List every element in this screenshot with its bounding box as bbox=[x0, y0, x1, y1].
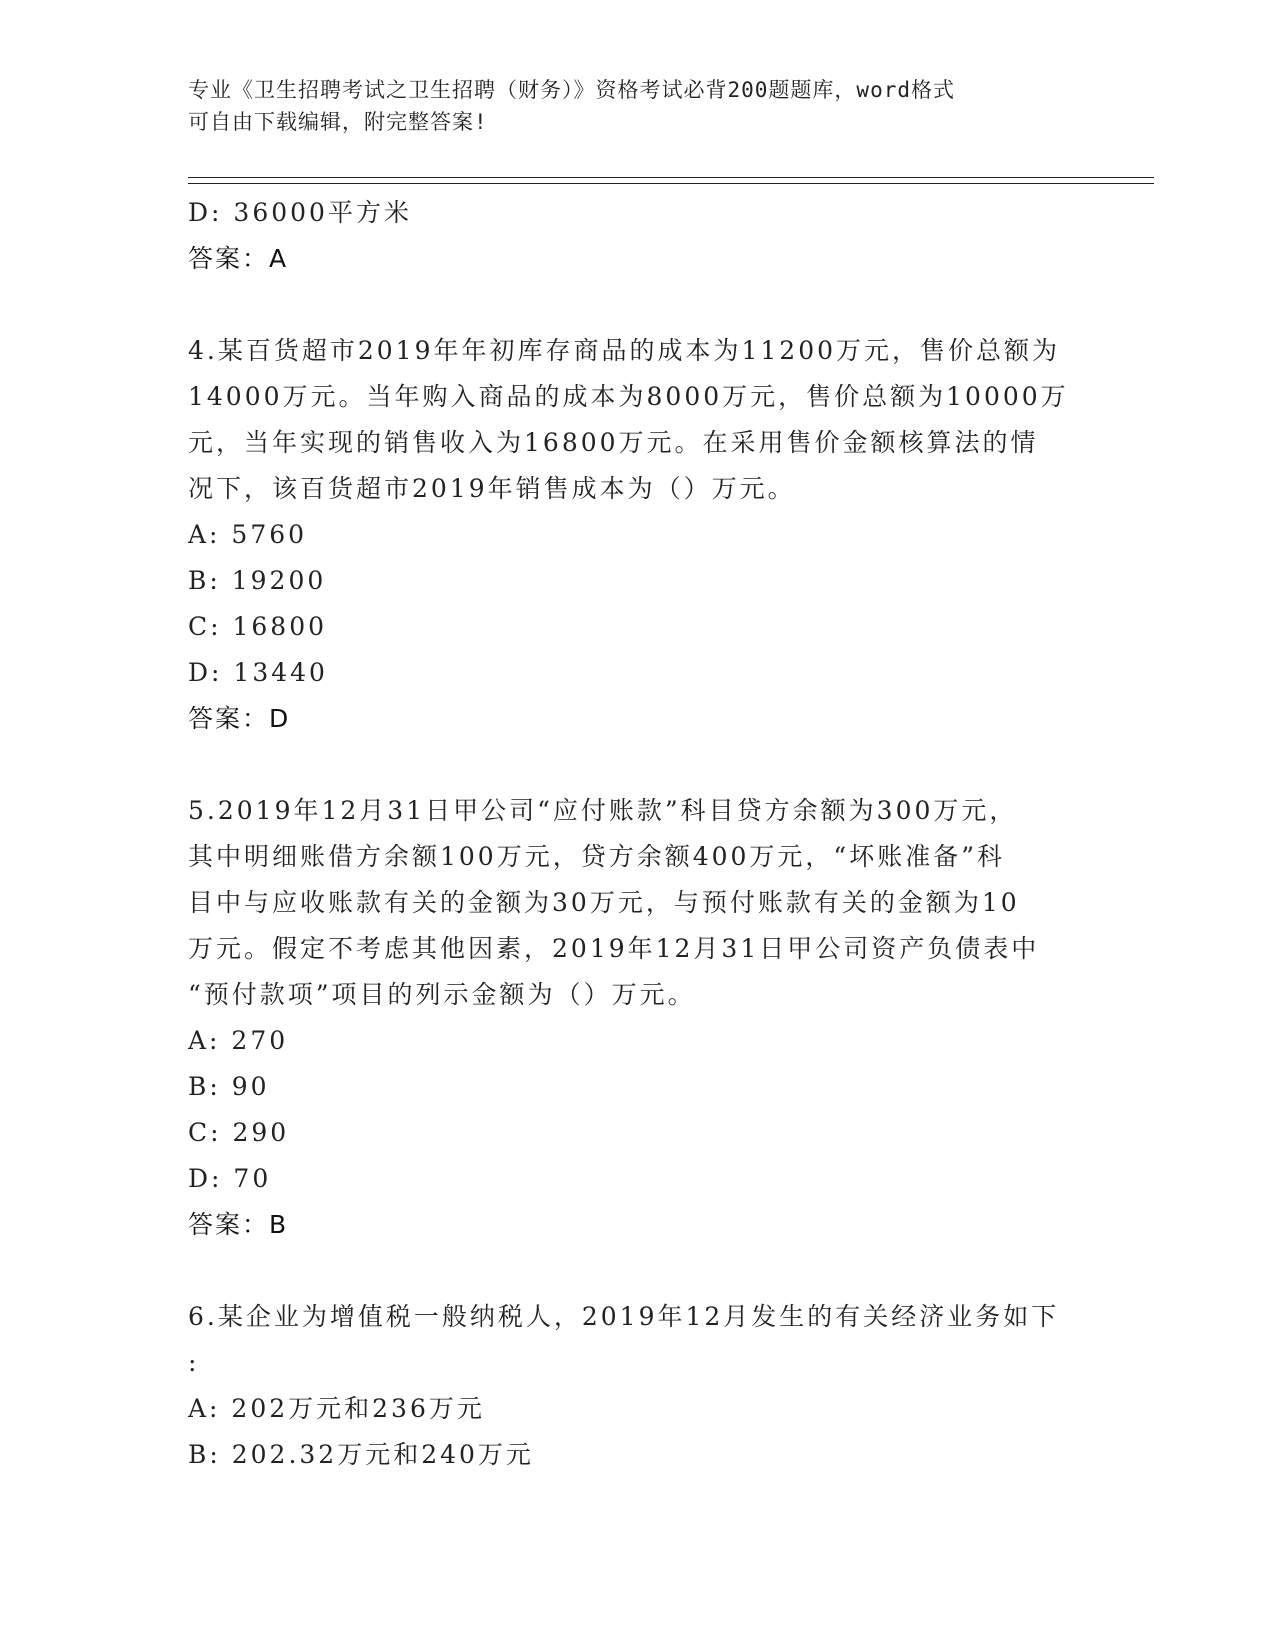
question-4 bbox=[188, 328, 1088, 742]
question-text-line: “预付款项”项目的列示金额为（）万元。 bbox=[188, 980, 696, 1009]
option-d: D: 13440 bbox=[188, 658, 328, 687]
question-text bbox=[188, 1294, 1078, 1386]
previous-question-tail bbox=[188, 190, 1088, 282]
question-6 bbox=[188, 1294, 1088, 1478]
option-a: A: 270 bbox=[188, 1026, 289, 1055]
option-c: C: 16800 bbox=[188, 612, 328, 641]
question-text-line: 目中与应收账款有关的金额为30万元，与预付账款有关的金额为10 bbox=[188, 888, 1020, 917]
option-b: B: 19200 bbox=[188, 566, 327, 595]
option-b: B: 90 bbox=[188, 1072, 270, 1101]
question-text-line: 5.2019年12月31日甲公司“应付账款”科目贷方余额为300万元， bbox=[188, 796, 1018, 825]
option-c: C: 290 bbox=[188, 1118, 290, 1147]
document-body bbox=[188, 190, 1088, 1478]
option-d: D: 70 bbox=[188, 1164, 272, 1193]
document-header bbox=[188, 74, 1088, 138]
question-text bbox=[188, 328, 1078, 512]
question-text-line: 6.某企业为增值税一般纳税人，2019年12月发生的有关经济业务如下 bbox=[188, 1302, 1060, 1331]
question-text-line: 14000万元。当年购入商品的成本为8000万元，售价总额为10000万 bbox=[188, 382, 1069, 411]
option-d: D: 36000平方米 bbox=[188, 198, 412, 227]
header-divider-bottom bbox=[188, 183, 1154, 184]
question-text-line: 4.某百货超市2019年年初库存商品的成本为11200万元，售价总额为 bbox=[188, 336, 1061, 365]
question-text-line: 万元。假定不考虑其他因素，2019年12月31日甲公司资产负债表中 bbox=[188, 934, 1040, 963]
question-text-line: 况下，该百货超市2019年销售成本为（）万元。 bbox=[188, 474, 796, 503]
answer-line: 答案：D bbox=[188, 704, 291, 733]
answer-line: 答案：B bbox=[188, 1210, 289, 1239]
answer-line: 答案：A bbox=[188, 244, 289, 273]
header-line-1: 专业《卫生招聘考试之卫生招聘（财务）》资格考试必背200题题库，word格式 bbox=[188, 78, 955, 102]
option-a: A: 5760 bbox=[188, 520, 308, 549]
option-b: B: 202.32万元和240万元 bbox=[188, 1440, 534, 1469]
question-text-line: : bbox=[188, 1348, 200, 1377]
option-a: A: 202万元和236万元 bbox=[188, 1394, 485, 1423]
question-text bbox=[188, 788, 1078, 1018]
question-text-line: 元，当年实现的销售收入为16800万元。在采用售价金额核算法的情 bbox=[188, 428, 1039, 457]
question-text-line: 其中明细账借方余额100万元，贷方余额400万元，“坏账准备”科 bbox=[188, 842, 1005, 871]
header-divider-top bbox=[188, 177, 1154, 178]
header-line-2: 可自由下载编辑，附完整答案! bbox=[188, 110, 488, 134]
question-5 bbox=[188, 788, 1088, 1248]
